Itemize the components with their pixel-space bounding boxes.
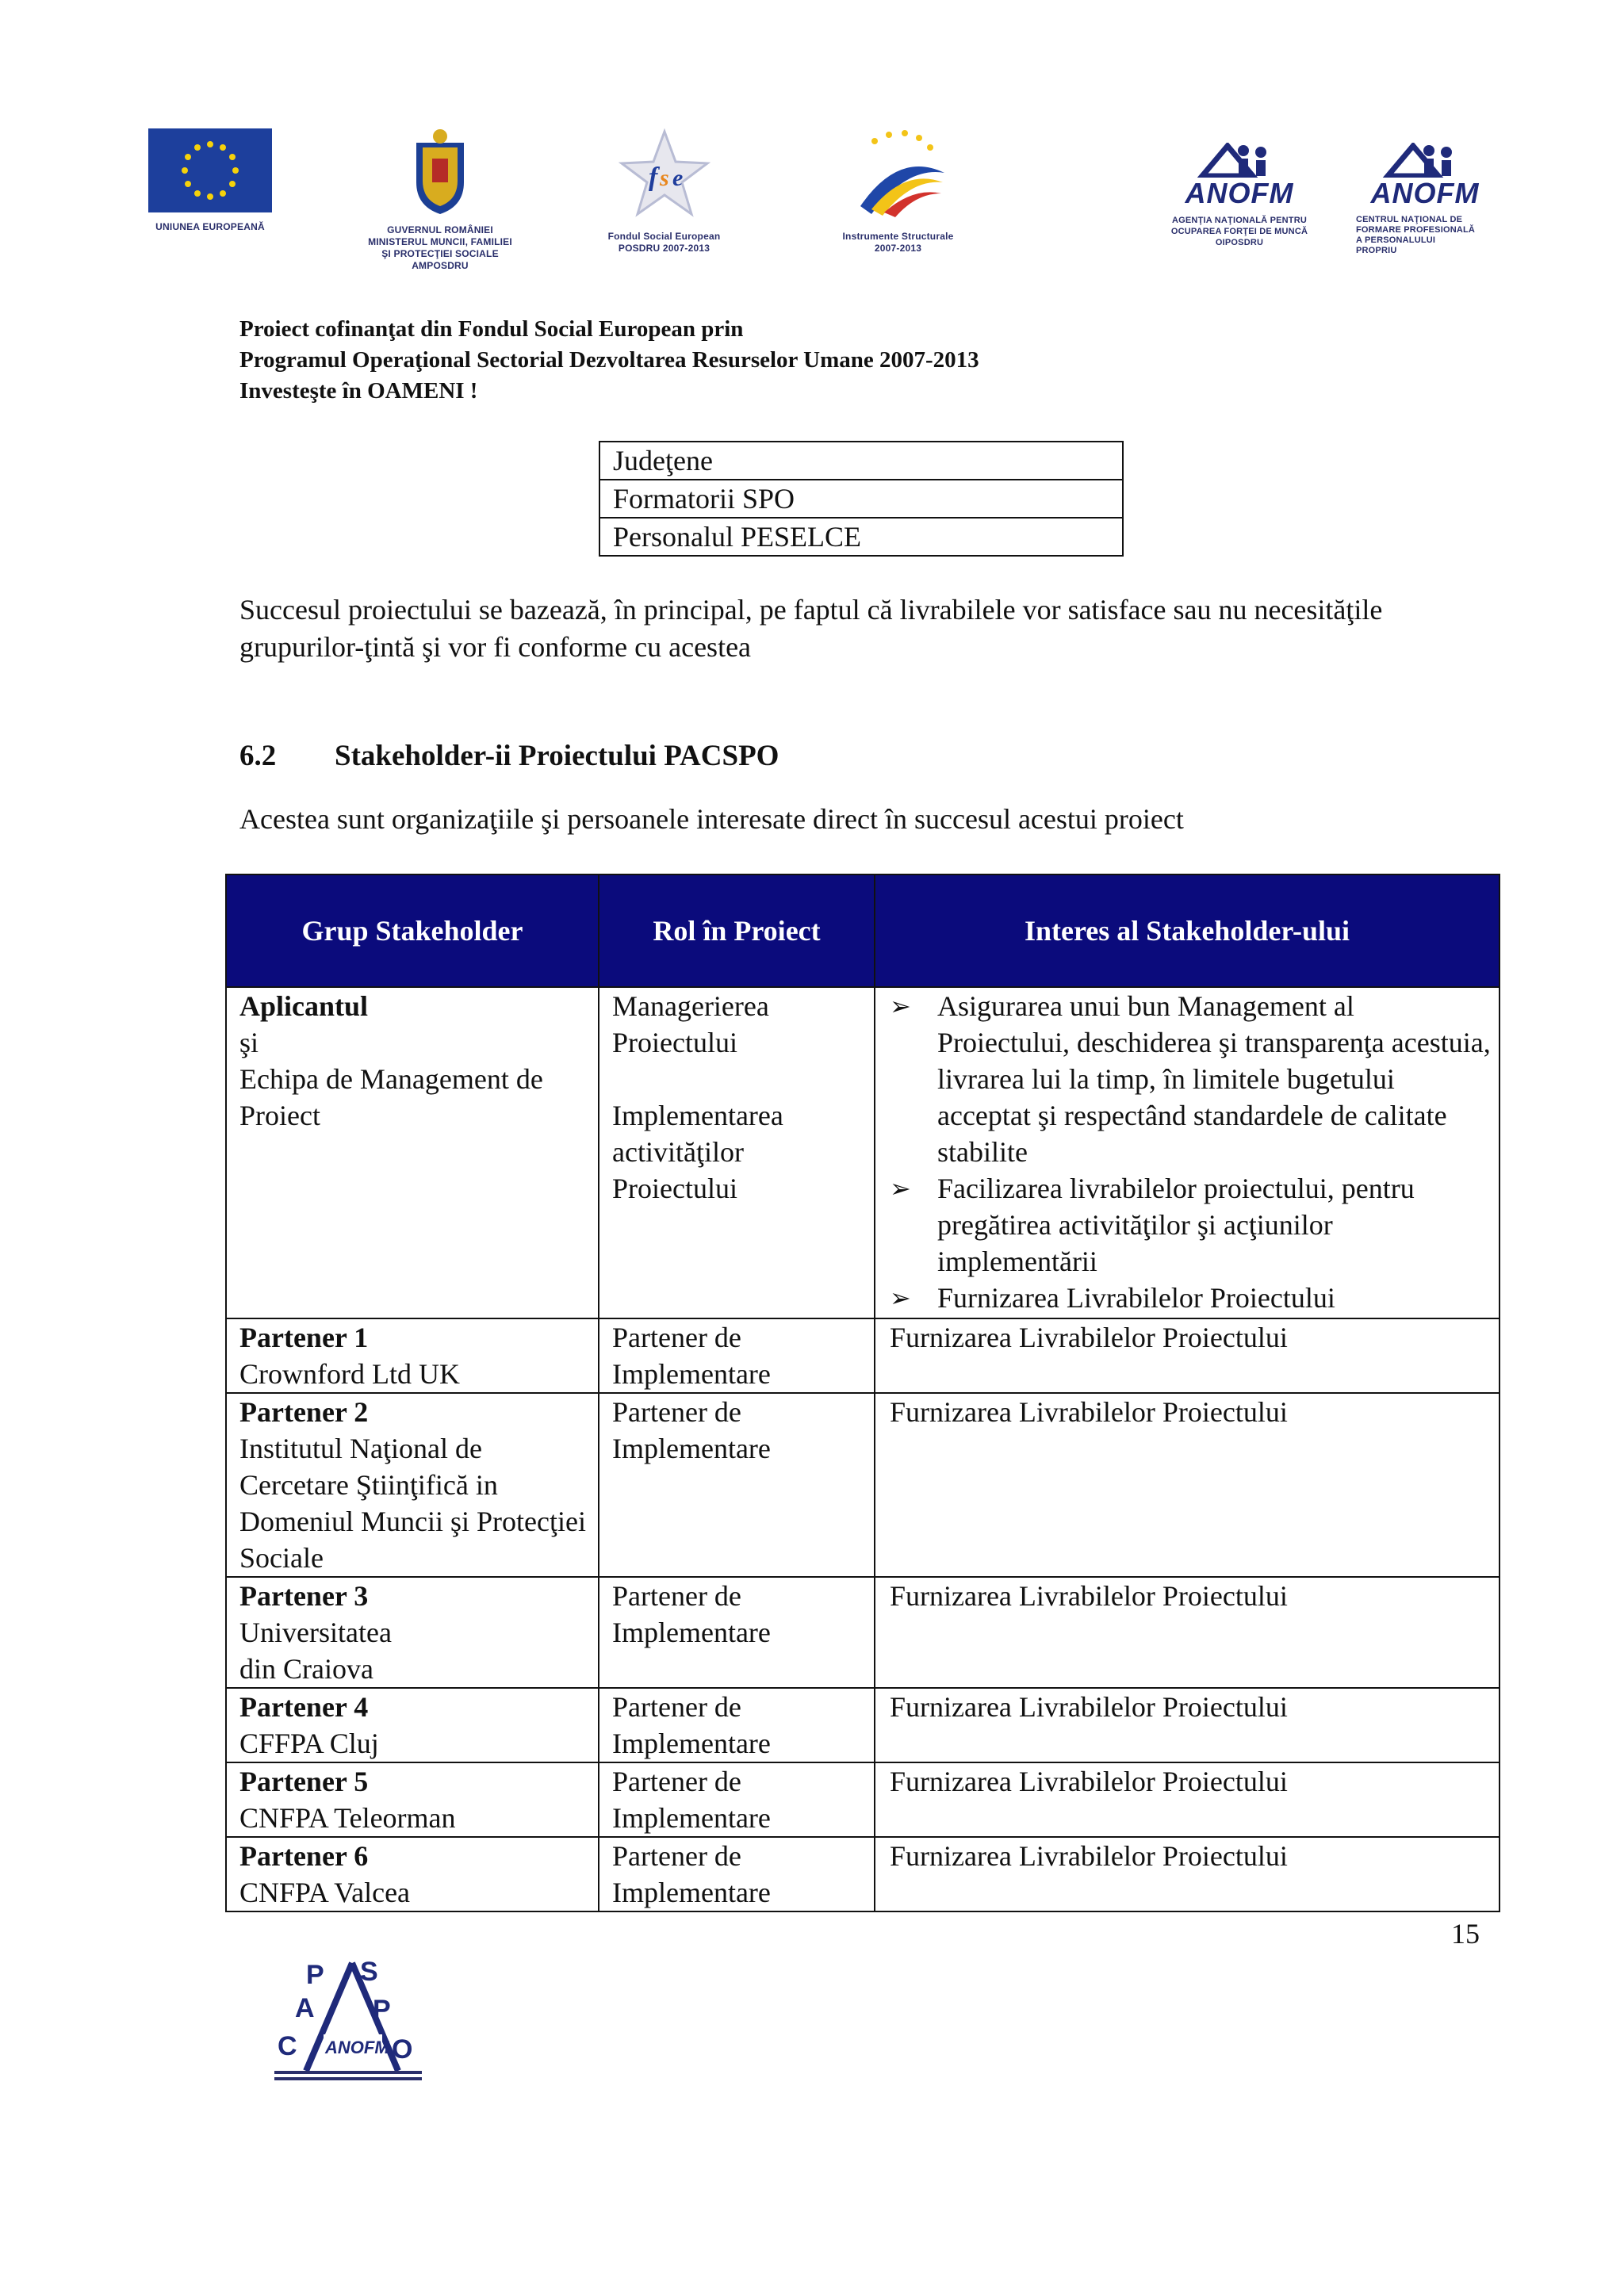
section-heading <box>239 739 779 773</box>
eu-logo <box>143 128 278 233</box>
interest-cell: Furnizarea Livrabilelor Proiectului <box>875 1762 1500 1837</box>
stakeholder-group-cell <box>226 1318 599 1393</box>
interest-cell: Furnizarea Livrabilelor Proiectului <box>875 1837 1500 1911</box>
svg-text:f: f <box>648 163 657 192</box>
government-logo <box>357 127 523 272</box>
logo-letter: S <box>360 1957 378 1987</box>
stakeholders-intro: Acestea sunt organizaţiile şi persoanele interesate direct în succesul acestui proiect <box>239 803 1184 835</box>
fse-logo <box>599 127 730 254</box>
list-item: ➢ Furnizarea Livrabilelor Proiectului <box>890 1280 1491 1316</box>
instrumente-logo <box>825 127 971 254</box>
partner-name: Institutul Naţional de Cercetare Ştiinţifică in Domeniul Muncii şi Protecţiei Sociale <box>239 1433 586 1574</box>
page-number: 15 <box>1451 1918 1480 1950</box>
partner-name: Universitatea din Craiova <box>239 1617 392 1685</box>
stakeholder-label: Aplicantul <box>239 990 369 1022</box>
table-row <box>226 987 1500 1318</box>
target-groups-table <box>599 441 1124 557</box>
table-row <box>599 480 1123 518</box>
list-item: ➢ Facilizarea livrabilelor proiectului, pentru pregătirea activităţilor şi acţiunilor implementării <box>890 1170 1491 1280</box>
project-line: Proiect cofinanţat din Fondul Social European prin <box>239 316 744 342</box>
role-cell: Partener de Implementare <box>599 1318 875 1393</box>
partner-label: Partener 6 <box>239 1840 369 1872</box>
fse-caption: Fondul Social European POSDRU 2007-2013 <box>607 231 721 254</box>
pacspo-logo <box>274 1952 425 2087</box>
anofm-cnfpa-word: ANOFM <box>1370 177 1480 209</box>
interest-cell: Furnizarea Livrabilelor Proiectului <box>875 1318 1500 1393</box>
logo-letter: O <box>392 2034 413 2064</box>
arrow-bullet-icon: ➢ <box>890 1174 911 1203</box>
government-caption: GUVERNUL ROMÂNIEI MINISTERUL MUNCII, FAMILIEI ŞI PROTECŢIEI SOCIALE AMPOSDRU <box>368 224 512 271</box>
table-row <box>226 1577 1500 1688</box>
stakeholder-name: şi <box>239 1027 259 1058</box>
eu-flag-icon <box>148 128 272 212</box>
stakeholder-group-cell <box>226 1688 599 1762</box>
logo-letter: P <box>373 1995 391 2025</box>
table-cell: Judeţene <box>599 442 1123 480</box>
column-header: Interes al Stakeholder-ului <box>875 874 1500 987</box>
stakeholder-group-cell <box>226 987 599 1318</box>
partner-name: CNFPA Teleorman <box>239 1802 456 1834</box>
table-row <box>599 518 1123 556</box>
success-paragraph: Succesul proiectului se bazează, în principal, pe faptul că livrabilele vor satisface sau nu necesităţile grupurilor-ţintă şi vor fi conforme cu acestea <box>239 594 1383 663</box>
partner-label: Partener 2 <box>239 1396 369 1428</box>
arrow-bullet-icon: ➢ <box>890 1284 911 1312</box>
role-cell: Partener de Implementare <box>599 1577 875 1688</box>
role-cell <box>599 987 875 1318</box>
anofm-cnfpa-logo <box>1342 143 1508 256</box>
logo-word: ANOFM <box>325 2038 389 2057</box>
instrumente-caption: Instrumente Structurale 2007-2013 <box>842 231 954 254</box>
logo-letter: P <box>306 1960 324 1990</box>
pacspo-logo-icon <box>274 1952 425 2087</box>
partner-name: Crownford Ltd UK <box>239 1358 460 1390</box>
eu-caption: UNIUNEA EUROPEANĂ <box>155 221 265 232</box>
stakeholder-group-cell <box>226 1577 599 1688</box>
table-cell: Formatorii SPO <box>599 480 1123 518</box>
interest-list <box>890 988 1491 1316</box>
partner-name: CFFPA Cluj <box>239 1728 379 1759</box>
role-cell: Partener de Implementare <box>599 1393 875 1577</box>
project-header <box>239 314 979 407</box>
role-cell: Partener de Implementare <box>599 1762 875 1837</box>
list-item: ➢ Asigurarea unui bun Management al Proiectului, deschiderea şi transparenţa acestuia, livrarea lui la timp, în limitele bugetului acceptat şi respectând standardele de calitate stabilite <box>890 988 1491 1170</box>
interest-cell: Furnizarea Livrabilelor Proiectului <box>875 1688 1500 1762</box>
interest-cell <box>875 987 1500 1318</box>
partner-name: CNFPA Valcea <box>239 1877 411 1908</box>
table-header-row <box>226 874 1500 987</box>
role-text: Implementarea activităţilor Proiectului <box>612 1100 783 1204</box>
project-line: Programul Operaţional Sectorial Dezvoltarea Resurselor Umane 2007-2013 <box>239 347 979 373</box>
stakeholder-group-cell <box>226 1393 599 1577</box>
interest-cell: Furnizarea Livrabilelor Proiectului <box>875 1393 1500 1577</box>
fse-star-icon <box>617 127 712 222</box>
column-header: Grup Stakeholder <box>226 874 599 987</box>
svg-text:s: s <box>659 165 669 191</box>
table-row <box>226 1393 1500 1577</box>
partner-label: Partener 4 <box>239 1691 369 1723</box>
role-cell: Partener de Implementare <box>599 1688 875 1762</box>
partner-label: Partener 1 <box>239 1322 369 1353</box>
section-title: Stakeholder-ii Proiectului PACSPO <box>335 740 779 772</box>
stakeholder-group-cell <box>226 1837 599 1911</box>
table-row <box>226 1318 1500 1393</box>
interest-cell: Furnizarea Livrabilelor Proiectului <box>875 1577 1500 1688</box>
role-cell: Partener de Implementare <box>599 1837 875 1911</box>
coat-of-arms-icon <box>408 127 472 216</box>
partner-label: Partener 3 <box>239 1580 369 1612</box>
partner-label: Partener 5 <box>239 1766 369 1797</box>
anofm-cnfpa-caption: CENTRUL NAŢIONAL DE FORMARE PROFESIONALĂ A PERSONALULUI PROPRIU <box>1356 215 1476 255</box>
anofm-logo <box>1148 143 1331 248</box>
project-line: Investeşte în OAMENI ! <box>239 378 478 404</box>
table-row <box>226 1688 1500 1762</box>
table-cell: Personalul PESELCE <box>599 518 1123 556</box>
svg-text:e: e <box>672 165 683 191</box>
anofm-caption: AGENŢIA NAŢIONALĂ PENTRU OCUPAREA FORŢEI DE MUNCĂ OIPOSDRU <box>1170 216 1308 247</box>
stakeholder-table <box>225 874 1500 1912</box>
table-row <box>599 442 1123 480</box>
anofm-people-icon <box>1381 143 1469 178</box>
column-header: Rol în Proiect <box>599 874 875 987</box>
arrow-bullet-icon: ➢ <box>890 992 911 1020</box>
stakeholder-name: Echipa de Management de Proiect <box>239 1063 543 1131</box>
logo-letter: C <box>278 2031 297 2061</box>
logo-letter: A <box>295 1993 315 2023</box>
role-text: Managerierea Proiectului <box>612 990 769 1058</box>
table-row <box>226 1837 1500 1911</box>
table-row <box>226 1762 1500 1837</box>
stakeholder-group-cell <box>226 1762 599 1837</box>
section-number: 6.2 <box>239 740 277 772</box>
anofm-word: ANOFM <box>1185 177 1294 209</box>
anofm-people-icon <box>1196 143 1283 178</box>
instrumente-swoosh-icon <box>843 127 954 222</box>
